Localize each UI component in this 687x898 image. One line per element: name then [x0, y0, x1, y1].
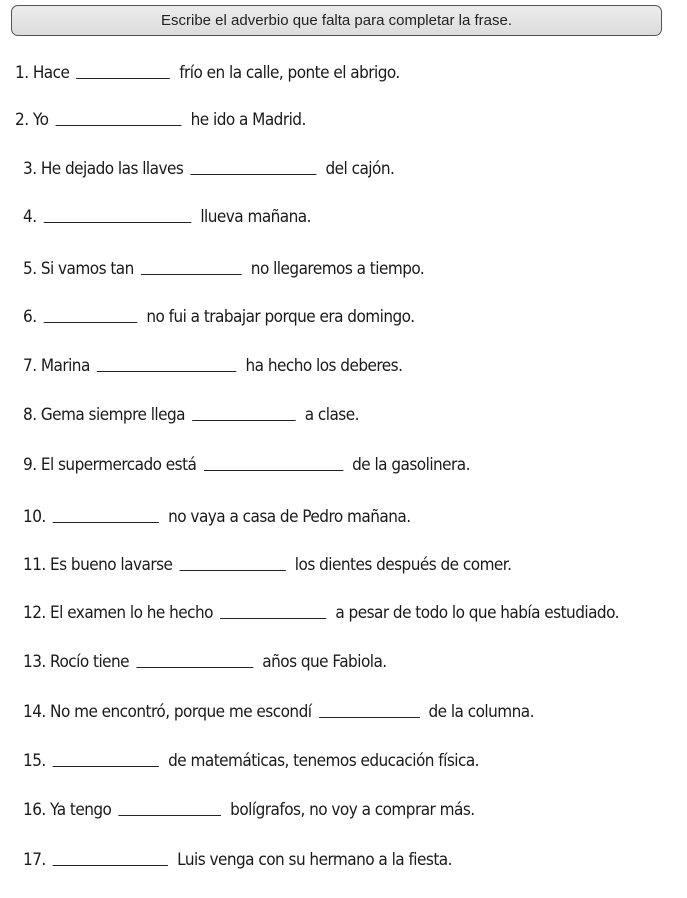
exercise-text-before: 12. El examen lo he hecho: [23, 603, 213, 623]
exercise-9: [23, 447, 470, 475]
exercise-text-before: 6.: [23, 307, 37, 327]
answer-blank[interactable]: [53, 864, 168, 866]
exercise-text-before: 1. Hace: [15, 63, 70, 83]
exercise-text-before: 4.: [23, 207, 37, 227]
exercise-text-before: 10.: [23, 507, 46, 527]
exercise-12: [23, 595, 619, 623]
exercise-15: [23, 743, 479, 771]
exercise-text-after: ha hecho los deberes.: [245, 356, 403, 376]
answer-blank[interactable]: [319, 716, 420, 718]
exercise-text-after: de la gasolinera.: [352, 455, 470, 475]
exercise-8: [23, 397, 359, 425]
exercise-text-after: no vaya a casa de Pedro mañana.: [168, 507, 411, 527]
exercise-text-before: 7. Marina: [23, 356, 90, 376]
answer-blank[interactable]: [141, 273, 242, 275]
exercise-10: [23, 499, 411, 527]
answer-blank[interactable]: [53, 765, 159, 767]
exercise-4: [23, 199, 311, 227]
exercise-text-before: 11. Es bueno lavarse: [23, 555, 173, 575]
exercise-6: [23, 299, 415, 327]
exercise-text-after: Luis venga con su hermano a la fiesta.: [177, 850, 452, 870]
exercise-text-before: 2. Yo: [15, 110, 49, 130]
answer-blank[interactable]: [220, 617, 326, 619]
exercise-text-after: a clase.: [304, 405, 359, 425]
exercise-text-before: 3. He dejado las llaves: [23, 159, 184, 179]
exercise-text-after: años que Fabiola.: [262, 652, 387, 672]
exercise-16: [23, 792, 475, 820]
exercise-text-before: 17.: [23, 850, 46, 870]
answer-blank[interactable]: [136, 666, 253, 668]
exercise-5: [23, 251, 424, 279]
exercise-text-after: no llegaremos a tiempo.: [250, 259, 425, 279]
answer-blank[interactable]: [190, 173, 316, 175]
answer-blank[interactable]: [44, 321, 138, 323]
instruction-title: Escribe el adverbio que falta para completar la frase.: [160, 12, 513, 29]
exercise-1: [15, 55, 400, 83]
answer-blank[interactable]: [97, 370, 237, 372]
exercise-text-after: frío en la calle, ponte el abrigo.: [179, 63, 400, 83]
exercise-2: [15, 102, 306, 130]
exercise-13: [23, 644, 387, 672]
answer-blank[interactable]: [77, 77, 171, 79]
exercise-text-after: no fui a trabajar porque era domingo.: [146, 307, 415, 327]
answer-blank[interactable]: [204, 469, 344, 471]
exercise-text-before: 8. Gema siempre llega: [23, 405, 186, 425]
answer-blank[interactable]: [192, 419, 296, 421]
exercise-text-before: 13. Rocío tiene: [23, 652, 130, 672]
exercise-text-after: he ido a Madrid.: [190, 110, 306, 130]
exercise-text-before: 14. No me encontró, porque me escondí: [23, 702, 312, 722]
exercise-7: [23, 348, 402, 376]
exercise-text-after: a pesar de todo lo que había estudiado.: [335, 603, 619, 623]
exercise-text-after: los dientes después de comer.: [294, 555, 512, 575]
exercise-11: [23, 547, 511, 575]
answer-blank[interactable]: [119, 814, 222, 816]
exercise-text-before: 16. Ya tengo: [23, 800, 112, 820]
exercise-17: [23, 842, 452, 870]
exercise-text-after: de la columna.: [428, 702, 534, 722]
exercise-text-before: 5. Si vamos tan: [23, 259, 134, 279]
exercise-3: [23, 151, 394, 179]
exercise-text-after: del cajón.: [325, 159, 395, 179]
exercise-14: [23, 694, 534, 722]
exercise-text-before: 15.: [23, 751, 46, 771]
answer-blank[interactable]: [180, 569, 286, 571]
exercise-text-before: 9. El supermercado está: [23, 455, 197, 475]
exercise-text-after: bolígrafos, no voy a comprar más.: [230, 800, 475, 820]
exercise-text-after: llueva mañana.: [200, 207, 311, 227]
answer-blank[interactable]: [53, 521, 159, 523]
answer-blank[interactable]: [44, 221, 192, 223]
answer-blank[interactable]: [56, 124, 182, 126]
exercise-text-after: de matemáticas, tenemos educación física.: [168, 751, 480, 771]
